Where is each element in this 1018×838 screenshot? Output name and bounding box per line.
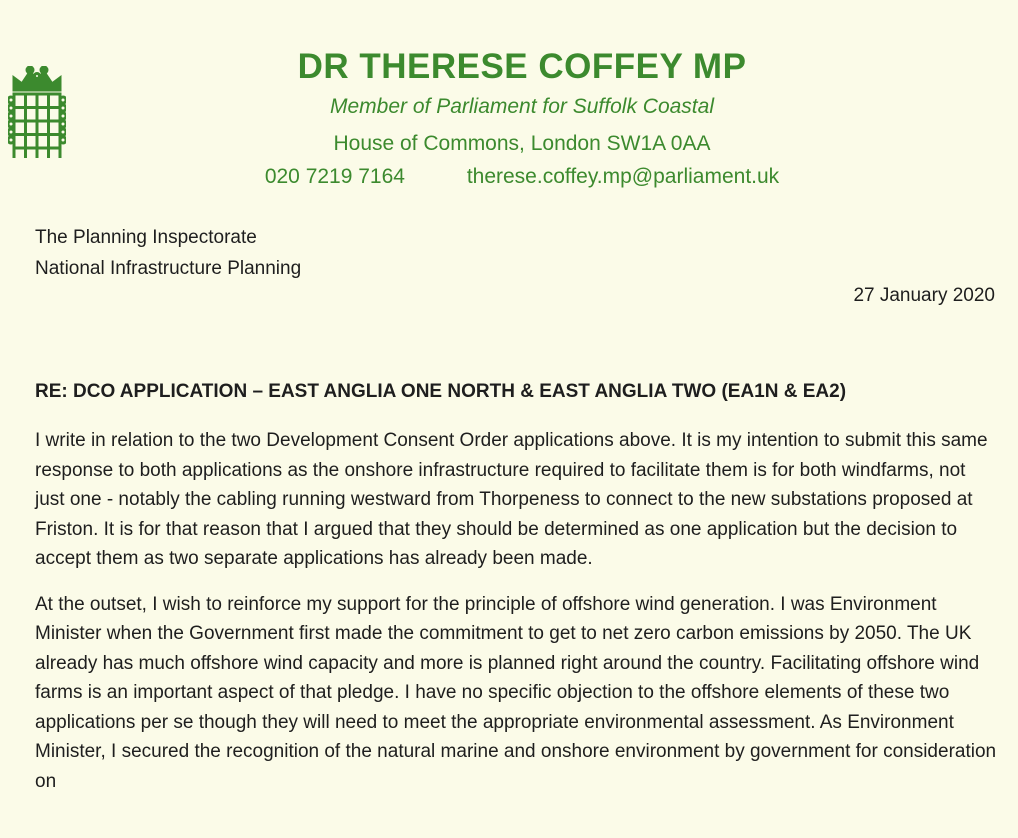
mp-constituency: Member of Parliament for Suffolk Coastal <box>330 95 714 118</box>
letter-date: 27 January 2020 <box>853 285 995 306</box>
body-paragraph-1: I write in relation to the two Development Consent Order applications above. It is my intention to submit this same response to both applications as the onshore infrastructure required to facilitate them is for both windfarms, not just one - notably the cabling running westward from Thorpeness to connect to the new substations proposed at Friston. It is for that reason that I argued that they should be determined as one application but the decision to accept them as two separate applications has already been made. <box>35 430 988 569</box>
mp-name: DR THERESE COFFEY MP <box>297 47 747 86</box>
email-address: therese.coffey.mp@parliament.uk <box>466 165 780 188</box>
subject-line: RE: DCO APPLICATION – EAST ANGLIA ONE NORTH & EAST ANGLIA TWO (EA1N & EA2) <box>35 381 847 402</box>
body-paragraph-2: At the outset, I wish to reinforce my support for the principle of offshore wind generation. I was Environment Minister when the Government first made the commitment to get to net zero carbon emissions by 2050. The UK already has much offshore wind capacity and more is planned right around the country. Facilitating offshore wind farms is an important aspect of that pledge. I have no specific objection to the offshore elements of these two applications per se though they will need to meet the appropriate environmental assessment. As Environment Minister, I secured the recognition of the natural marine and onshore environment by government for consideration on <box>35 593 997 792</box>
recipient-block <box>35 222 301 284</box>
recipient-line-2: National Infrastructure Planning <box>35 258 302 279</box>
contact-line <box>222 162 822 192</box>
office-address: House of Commons, London SW1A 0AA <box>333 132 711 155</box>
recipient-line-1: The Planning Inspectorate <box>35 227 257 248</box>
letterhead <box>222 46 822 192</box>
phone-number: 020 7219 7164 <box>264 165 405 188</box>
letter-body <box>35 426 1000 796</box>
portcullis-icon <box>8 66 66 170</box>
